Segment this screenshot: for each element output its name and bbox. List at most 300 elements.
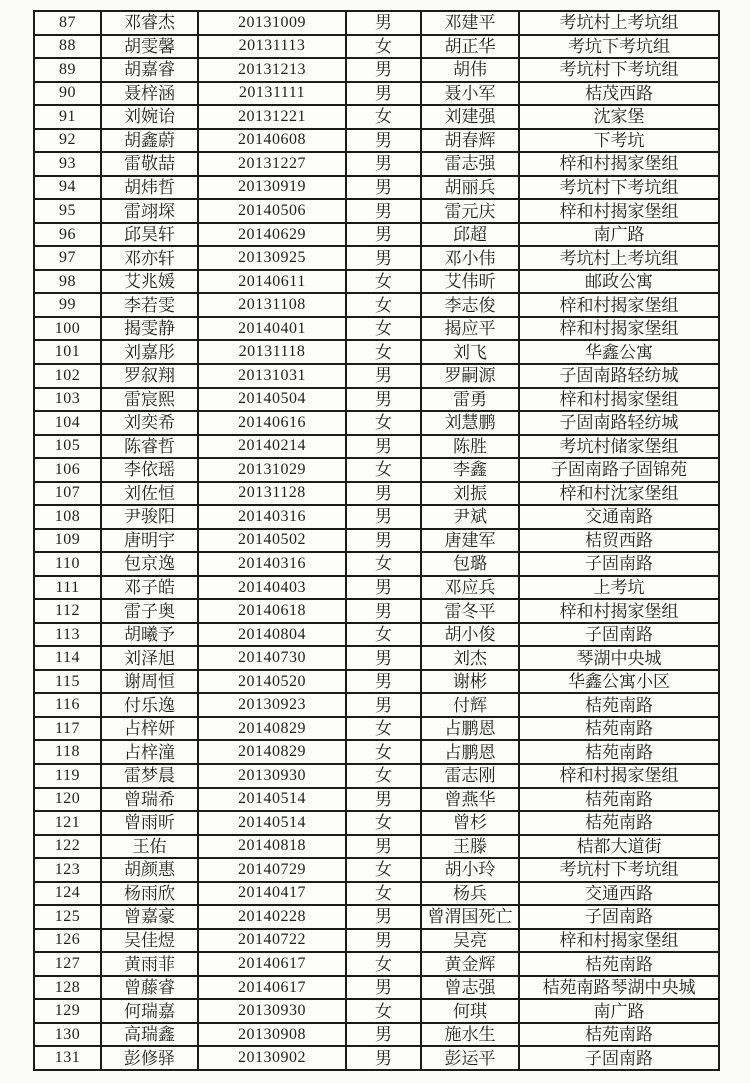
cell-address: 梓和村揭家堡组: [519, 764, 719, 788]
table-row: [34, 599, 719, 623]
cell-row-number: 120: [34, 788, 101, 812]
cell-parent-name: 陈胜: [421, 435, 519, 459]
cell-gender: 男: [346, 1023, 421, 1047]
cell-birthdate: 20140228: [198, 905, 346, 929]
cell-parent-name: 刘杰: [421, 646, 519, 670]
cell-address: 桔贸西路: [519, 529, 719, 553]
cell-row-number: 122: [34, 835, 101, 859]
cell-birthdate: 20130923: [198, 693, 346, 717]
cell-name: 雷宸熙: [101, 388, 198, 412]
cell-birthdate: 20131108: [198, 293, 346, 317]
cell-gender: 女: [346, 764, 421, 788]
cell-gender: 男: [346, 364, 421, 388]
cell-name: 胡鑫蔚: [101, 129, 198, 153]
cell-gender: 男: [346, 529, 421, 553]
cell-gender: 男: [346, 835, 421, 859]
cell-parent-name: 邓应兵: [421, 576, 519, 600]
cell-parent-name: 谢彬: [421, 670, 519, 694]
cell-address: 交通西路: [519, 882, 719, 906]
cell-row-number: 106: [34, 458, 101, 482]
cell-birthdate: 20140214: [198, 435, 346, 459]
cell-parent-name: 刘慧鹏: [421, 411, 519, 435]
cell-name: 刘佐恒: [101, 482, 198, 506]
cell-row-number: 128: [34, 976, 101, 1000]
cell-name: 王佑: [101, 835, 198, 859]
cell-parent-name: 彭运平: [421, 1046, 519, 1070]
cell-name: 李若雯: [101, 293, 198, 317]
cell-parent-name: 揭应平: [421, 317, 519, 341]
cell-address: 上考坑: [519, 576, 719, 600]
cell-address: 梓和村揭家堡组: [519, 929, 719, 953]
cell-birthdate: 20140616: [198, 411, 346, 435]
cell-gender: 女: [346, 340, 421, 364]
cell-birthdate: 20140617: [198, 976, 346, 1000]
cell-row-number: 126: [34, 929, 101, 953]
cell-gender: 女: [346, 717, 421, 741]
cell-address: 桔苑南路: [519, 1023, 719, 1047]
cell-birthdate: 20140617: [198, 952, 346, 976]
cell-row-number: 111: [34, 576, 101, 600]
table-body: [34, 11, 719, 1070]
cell-gender: 男: [346, 388, 421, 412]
cell-birthdate: 20131221: [198, 105, 346, 129]
cell-parent-name: 王滕: [421, 835, 519, 859]
cell-address: 琴湖中央城: [519, 646, 719, 670]
cell-birthdate: 20140829: [198, 717, 346, 741]
cell-row-number: 109: [34, 529, 101, 553]
cell-parent-name: 胡丽兵: [421, 176, 519, 200]
cell-birthdate: 20131128: [198, 482, 346, 506]
table-row: [34, 952, 719, 976]
cell-gender: 女: [346, 858, 421, 882]
cell-row-number: 115: [34, 670, 101, 694]
cell-gender: 女: [346, 552, 421, 576]
cell-name: 邓睿杰: [101, 11, 198, 35]
cell-row-number: 102: [34, 364, 101, 388]
cell-address: 桔苑南路: [519, 788, 719, 812]
table-row: [34, 529, 719, 553]
cell-row-number: 114: [34, 646, 101, 670]
cell-address: 梓和村揭家堡组: [519, 388, 719, 412]
table-row: [34, 999, 719, 1023]
cell-name: 胡嘉睿: [101, 58, 198, 82]
cell-name: 占梓妍: [101, 717, 198, 741]
cell-row-number: 131: [34, 1046, 101, 1070]
cell-birthdate: 20131113: [198, 35, 346, 59]
cell-parent-name: 刘振: [421, 482, 519, 506]
cell-gender: 男: [346, 58, 421, 82]
cell-gender: 男: [346, 176, 421, 200]
cell-address: 子固南路子固锦苑: [519, 458, 719, 482]
cell-birthdate: 20140730: [198, 646, 346, 670]
cell-birthdate: 20140506: [198, 199, 346, 223]
cell-address: 梓和村揭家堡组: [519, 599, 719, 623]
cell-address: 梓和村揭家堡组: [519, 152, 719, 176]
table-row: [34, 740, 719, 764]
cell-name: 包京逸: [101, 552, 198, 576]
cell-row-number: 112: [34, 599, 101, 623]
table-row: [34, 458, 719, 482]
cell-gender: 女: [346, 270, 421, 294]
cell-gender: 男: [346, 1046, 421, 1070]
cell-row-number: 127: [34, 952, 101, 976]
cell-parent-name: 邓小伟: [421, 246, 519, 270]
cell-name: 黄雨菲: [101, 952, 198, 976]
cell-address: 桔苑南路: [519, 811, 719, 835]
cell-parent-name: 雷勇: [421, 388, 519, 412]
cell-address: 梓和村揭家堡组: [519, 317, 719, 341]
cell-address: 桔茂西路: [519, 82, 719, 106]
cell-birthdate: 20130902: [198, 1046, 346, 1070]
cell-row-number: 87: [34, 11, 101, 35]
cell-row-number: 95: [34, 199, 101, 223]
cell-name: 胡炜哲: [101, 176, 198, 200]
cell-row-number: 97: [34, 246, 101, 270]
cell-address: 南广路: [519, 999, 719, 1023]
cell-row-number: 130: [34, 1023, 101, 1047]
cell-parent-name: 占鹏恩: [421, 740, 519, 764]
cell-gender: 男: [346, 646, 421, 670]
cell-name: 尹骏阳: [101, 505, 198, 529]
cell-row-number: 124: [34, 882, 101, 906]
cell-birthdate: 20130919: [198, 176, 346, 200]
cell-address: 交通南路: [519, 505, 719, 529]
cell-address: 梓和村揭家堡组: [519, 293, 719, 317]
cell-gender: 男: [346, 693, 421, 717]
cell-name: 胡颜惠: [101, 858, 198, 882]
cell-gender: 男: [346, 435, 421, 459]
cell-gender: 男: [346, 576, 421, 600]
cell-address: 桔都大道街: [519, 835, 719, 859]
cell-name: 高瑞鑫: [101, 1023, 198, 1047]
cell-gender: 男: [346, 788, 421, 812]
cell-address: 子固南路轻纺城: [519, 364, 719, 388]
cell-row-number: 103: [34, 388, 101, 412]
cell-name: 唐明宇: [101, 529, 198, 553]
cell-name: 占梓潼: [101, 740, 198, 764]
cell-parent-name: 李志俊: [421, 293, 519, 317]
cell-parent-name: 邱超: [421, 223, 519, 247]
cell-row-number: 110: [34, 552, 101, 576]
cell-parent-name: 曾杉: [421, 811, 519, 835]
table-row: [34, 317, 719, 341]
cell-parent-name: 黄金辉: [421, 952, 519, 976]
cell-birthdate: 20131111: [198, 82, 346, 106]
cell-birthdate: 20140417: [198, 882, 346, 906]
table-row: [34, 293, 719, 317]
table-row: [34, 788, 719, 812]
cell-name: 陈睿哲: [101, 435, 198, 459]
cell-address: 子固南路: [519, 905, 719, 929]
table-row: [34, 929, 719, 953]
table-row: [34, 246, 719, 270]
table-row: [34, 364, 719, 388]
cell-name: 雷子奥: [101, 599, 198, 623]
cell-row-number: 88: [34, 35, 101, 59]
cell-gender: 男: [346, 976, 421, 1000]
cell-birthdate: 20140504: [198, 388, 346, 412]
cell-gender: 男: [346, 482, 421, 506]
cell-birthdate: 20140818: [198, 835, 346, 859]
cell-parent-name: 聂小军: [421, 82, 519, 106]
cell-parent-name: 雷志刚: [421, 764, 519, 788]
cell-birthdate: 20140401: [198, 317, 346, 341]
table-row: [34, 717, 719, 741]
cell-birthdate: 20130930: [198, 764, 346, 788]
cell-birthdate: 20140316: [198, 552, 346, 576]
table-row: [34, 693, 719, 717]
cell-name: 聂梓涵: [101, 82, 198, 106]
cell-name: 雷梦晨: [101, 764, 198, 788]
cell-gender: 男: [346, 599, 421, 623]
cell-parent-name: 何琪: [421, 999, 519, 1023]
cell-address: 南广路: [519, 223, 719, 247]
cell-name: 雷敬喆: [101, 152, 198, 176]
cell-parent-name: 施水生: [421, 1023, 519, 1047]
cell-parent-name: 胡伟: [421, 58, 519, 82]
cell-address: 考坑村下考坑组: [519, 176, 719, 200]
table-row: [34, 105, 719, 129]
cell-name: 雷翊堔: [101, 199, 198, 223]
cell-name: 彭修驿: [101, 1046, 198, 1070]
table-row: [34, 435, 719, 459]
cell-row-number: 96: [34, 223, 101, 247]
cell-row-number: 123: [34, 858, 101, 882]
cell-address: 考坑村下考坑组: [519, 58, 719, 82]
cell-parent-name: 尹斌: [421, 505, 519, 529]
student-roster-table: [33, 10, 720, 1071]
cell-row-number: 107: [34, 482, 101, 506]
cell-gender: 男: [346, 82, 421, 106]
cell-address: 子固南路: [519, 552, 719, 576]
table-row: [34, 1023, 719, 1047]
cell-parent-name: 艾伟昕: [421, 270, 519, 294]
cell-address: 桔苑南路: [519, 740, 719, 764]
cell-address: 考坑村上考坑组: [519, 11, 719, 35]
cell-gender: 男: [346, 905, 421, 929]
cell-gender: 女: [346, 811, 421, 835]
cell-parent-name: 付辉: [421, 693, 519, 717]
cell-gender: 女: [346, 458, 421, 482]
cell-name: 揭雯静: [101, 317, 198, 341]
cell-row-number: 117: [34, 717, 101, 741]
cell-parent-name: 胡小俊: [421, 623, 519, 647]
cell-parent-name: 胡小玲: [421, 858, 519, 882]
cell-row-number: 94: [34, 176, 101, 200]
table-row: [34, 340, 719, 364]
cell-address: 梓和村揭家堡组: [519, 199, 719, 223]
cell-row-number: 89: [34, 58, 101, 82]
cell-gender: 男: [346, 246, 421, 270]
cell-parent-name: 占鹏恩: [421, 717, 519, 741]
table-row: [34, 152, 719, 176]
cell-parent-name: 雷志强: [421, 152, 519, 176]
cell-name: 刘泽旭: [101, 646, 198, 670]
cell-name: 刘婉诒: [101, 105, 198, 129]
cell-birthdate: 20140608: [198, 129, 346, 153]
cell-row-number: 125: [34, 905, 101, 929]
cell-birthdate: 20131118: [198, 340, 346, 364]
cell-row-number: 90: [34, 82, 101, 106]
cell-gender: 女: [346, 411, 421, 435]
table-row: [34, 552, 719, 576]
cell-birthdate: 20140618: [198, 599, 346, 623]
cell-row-number: 121: [34, 811, 101, 835]
cell-row-number: 118: [34, 740, 101, 764]
table-row: [34, 811, 719, 835]
cell-row-number: 108: [34, 505, 101, 529]
cell-name: 吴佳煜: [101, 929, 198, 953]
cell-gender: 男: [346, 11, 421, 35]
cell-address: 考坑村下考坑组: [519, 858, 719, 882]
cell-address: 华鑫公寓小区: [519, 670, 719, 694]
cell-gender: 女: [346, 740, 421, 764]
table-row: [34, 82, 719, 106]
cell-address: 子固南路: [519, 1046, 719, 1070]
cell-address: 桔苑南路: [519, 693, 719, 717]
cell-parent-name: 邓建平: [421, 11, 519, 35]
table-row: [34, 976, 719, 1000]
table-row: [34, 223, 719, 247]
cell-row-number: 92: [34, 129, 101, 153]
cell-name: 杨雨欣: [101, 882, 198, 906]
cell-name: 邓亦轩: [101, 246, 198, 270]
cell-parent-name: 唐建军: [421, 529, 519, 553]
cell-birthdate: 20140316: [198, 505, 346, 529]
cell-gender: 男: [346, 670, 421, 694]
cell-parent-name: 曾燕华: [421, 788, 519, 812]
cell-gender: 男: [346, 505, 421, 529]
table-row: [34, 882, 719, 906]
table-row: [34, 270, 719, 294]
table-row: [34, 905, 719, 929]
cell-parent-name: 胡正华: [421, 35, 519, 59]
cell-birthdate: 20130925: [198, 246, 346, 270]
cell-row-number: 129: [34, 999, 101, 1023]
table-row: [34, 505, 719, 529]
table-row: [34, 835, 719, 859]
cell-birthdate: 20131227: [198, 152, 346, 176]
table-row: [34, 858, 719, 882]
cell-name: 何瑞嘉: [101, 999, 198, 1023]
cell-gender: 女: [346, 882, 421, 906]
cell-row-number: 93: [34, 152, 101, 176]
cell-address: 子固南路轻纺城: [519, 411, 719, 435]
cell-name: 曾嘉豪: [101, 905, 198, 929]
cell-parent-name: 吴亮: [421, 929, 519, 953]
cell-row-number: 91: [34, 105, 101, 129]
table-row: [34, 1046, 719, 1070]
cell-name: 罗叙翔: [101, 364, 198, 388]
cell-gender: 男: [346, 129, 421, 153]
cell-address: 梓和村沈家堡组: [519, 482, 719, 506]
table-row: [34, 129, 719, 153]
cell-birthdate: 20130930: [198, 999, 346, 1023]
table-row: [34, 11, 719, 35]
cell-birthdate: 20140514: [198, 811, 346, 835]
table-row: [34, 388, 719, 412]
table-row: [34, 176, 719, 200]
cell-name: 胡雯馨: [101, 35, 198, 59]
cell-name: 李依瑶: [101, 458, 198, 482]
cell-birthdate: 20140514: [198, 788, 346, 812]
cell-parent-name: 包璐: [421, 552, 519, 576]
table-row: [34, 199, 719, 223]
cell-gender: 男: [346, 223, 421, 247]
cell-row-number: 100: [34, 317, 101, 341]
cell-row-number: 119: [34, 764, 101, 788]
cell-name: 曾雨昕: [101, 811, 198, 835]
cell-address: 华鑫公寓: [519, 340, 719, 364]
cell-address: 下考坑: [519, 129, 719, 153]
cell-parent-name: 罗嗣源: [421, 364, 519, 388]
cell-name: 艾兆媛: [101, 270, 198, 294]
cell-row-number: 101: [34, 340, 101, 364]
cell-row-number: 98: [34, 270, 101, 294]
cell-address: 桔苑南路: [519, 952, 719, 976]
cell-address: 邮政公寓: [519, 270, 719, 294]
cell-gender: 男: [346, 152, 421, 176]
table-row: [34, 411, 719, 435]
cell-birthdate: 20130908: [198, 1023, 346, 1047]
cell-name: 邱昊轩: [101, 223, 198, 247]
cell-birthdate: 20131213: [198, 58, 346, 82]
table-row: [34, 623, 719, 647]
table-row: [34, 670, 719, 694]
table-row: [34, 576, 719, 600]
cell-parent-name: 刘飞: [421, 340, 519, 364]
cell-gender: 女: [346, 623, 421, 647]
cell-address: 考坑村储家堡组: [519, 435, 719, 459]
table-row: [34, 35, 719, 59]
cell-name: 付乐逸: [101, 693, 198, 717]
cell-address: 桔苑南路: [519, 717, 719, 741]
cell-name: 胡曦予: [101, 623, 198, 647]
cell-birthdate: 20140520: [198, 670, 346, 694]
table-row: [34, 646, 719, 670]
cell-parent-name: 杨兵: [421, 882, 519, 906]
cell-row-number: 99: [34, 293, 101, 317]
cell-gender: 女: [346, 999, 421, 1023]
cell-birthdate: 20131029: [198, 458, 346, 482]
cell-birthdate: 20140804: [198, 623, 346, 647]
cell-name: 谢周恒: [101, 670, 198, 694]
cell-parent-name: 曾志强: [421, 976, 519, 1000]
cell-row-number: 104: [34, 411, 101, 435]
cell-address: 考坑村上考坑组: [519, 246, 719, 270]
cell-birthdate: 20140502: [198, 529, 346, 553]
cell-gender: 男: [346, 199, 421, 223]
cell-gender: 女: [346, 105, 421, 129]
cell-name: 刘嘉彤: [101, 340, 198, 364]
cell-row-number: 116: [34, 693, 101, 717]
cell-name: 刘奕希: [101, 411, 198, 435]
table-row: [34, 764, 719, 788]
cell-birthdate: 20140629: [198, 223, 346, 247]
table-row: [34, 482, 719, 506]
cell-parent-name: 雷元庆: [421, 199, 519, 223]
cell-name: 邓子皓: [101, 576, 198, 600]
cell-parent-name: 雷冬平: [421, 599, 519, 623]
cell-birthdate: 20140722: [198, 929, 346, 953]
cell-address: 沈家堡: [519, 105, 719, 129]
cell-parent-name: 曾渭国死亡: [421, 905, 519, 929]
table-row: [34, 58, 719, 82]
cell-birthdate: 20140611: [198, 270, 346, 294]
cell-parent-name: 李鑫: [421, 458, 519, 482]
cell-birthdate: 20131031: [198, 364, 346, 388]
cell-birthdate: 20140729: [198, 858, 346, 882]
